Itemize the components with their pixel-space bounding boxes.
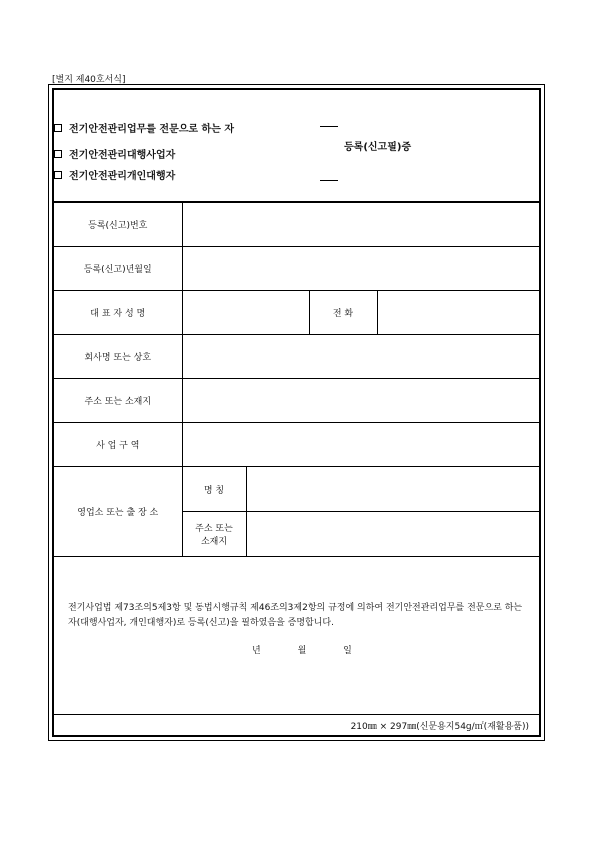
certificate-title: 등록(신고필)증 — [344, 142, 412, 153]
bracket-line-top — [320, 126, 338, 127]
statement-text: 전기사업법 제73조의5제3항 및 동법시행규칙 제46조의3제2항의 규정에 의하여 전기안전관리업무를 전문으로 하는 자(대행사업자, 개인대행자)로 등록(신고)을 필하였음을 증명합니다. — [68, 603, 523, 628]
label-phone: 전 화 — [309, 291, 377, 335]
label-branch-address — [182, 512, 246, 557]
date-day: 일 — [343, 646, 352, 656]
label-branch-name: 명 칭 — [182, 467, 246, 512]
row-address — [54, 379, 539, 423]
label-business-area: 사 업 구 역 — [54, 423, 182, 467]
label-branch-address-line2: 소재지 — [200, 537, 228, 547]
form-number-label: [별지 제40호서식] — [52, 75, 126, 85]
label-address: 주소 또는 소재지 — [54, 379, 182, 423]
form-table — [54, 202, 539, 557]
certification-statement — [54, 556, 539, 714]
checkbox-icon[interactable] — [54, 124, 62, 132]
label-registration-date: 등록(신고)년월일 — [54, 247, 182, 291]
input-address[interactable] — [182, 379, 539, 423]
input-registration-date[interactable] — [182, 247, 539, 291]
input-branch-name[interactable] — [246, 467, 539, 512]
option-individual-agent[interactable] — [54, 167, 175, 182]
row-registration-date — [54, 247, 539, 291]
date-year: 년 — [252, 646, 261, 656]
option-professional[interactable] — [54, 120, 234, 135]
row-branch-name — [54, 467, 539, 512]
option-label: 전기안전관리업무를 전문으로 하는 자 — [69, 124, 235, 135]
paper-spec-text: 210㎜ × 297㎜(신문용지54g/㎡(재활용품)) — [350, 722, 529, 732]
input-registration-number[interactable] — [182, 203, 539, 247]
checkbox-icon[interactable] — [54, 171, 62, 179]
option-agency-business[interactable] — [54, 146, 175, 161]
option-label: 전기안전관리개인대행자 — [69, 171, 176, 182]
row-company-name — [54, 335, 539, 379]
bracket-line-bottom — [320, 180, 338, 181]
form-header — [54, 90, 539, 202]
label-branch: 영업소 또는 출 장 소 — [54, 467, 182, 557]
checkbox-icon[interactable] — [54, 150, 62, 158]
option-label: 전기안전관리대행사업자 — [69, 150, 176, 161]
input-representative-name[interactable] — [182, 291, 309, 335]
date-month: 월 — [297, 646, 307, 656]
label-representative-name: 대 표 자 성 명 — [54, 291, 182, 335]
label-branch-address-line1: 주소 또는 — [195, 524, 233, 534]
row-registration-number — [54, 203, 539, 247]
paper-spec-footer — [54, 714, 539, 735]
label-company-name: 회사명 또는 상호 — [54, 335, 182, 379]
label-registration-number: 등록(신고)번호 — [54, 203, 182, 247]
row-business-area — [54, 423, 539, 467]
input-company-name[interactable] — [182, 335, 539, 379]
input-branch-address[interactable] — [246, 512, 539, 557]
row-representative — [54, 291, 539, 335]
issue-date — [252, 643, 386, 656]
input-business-area[interactable] — [182, 423, 539, 467]
certificate-form — [52, 88, 541, 737]
input-phone[interactable] — [377, 291, 539, 335]
